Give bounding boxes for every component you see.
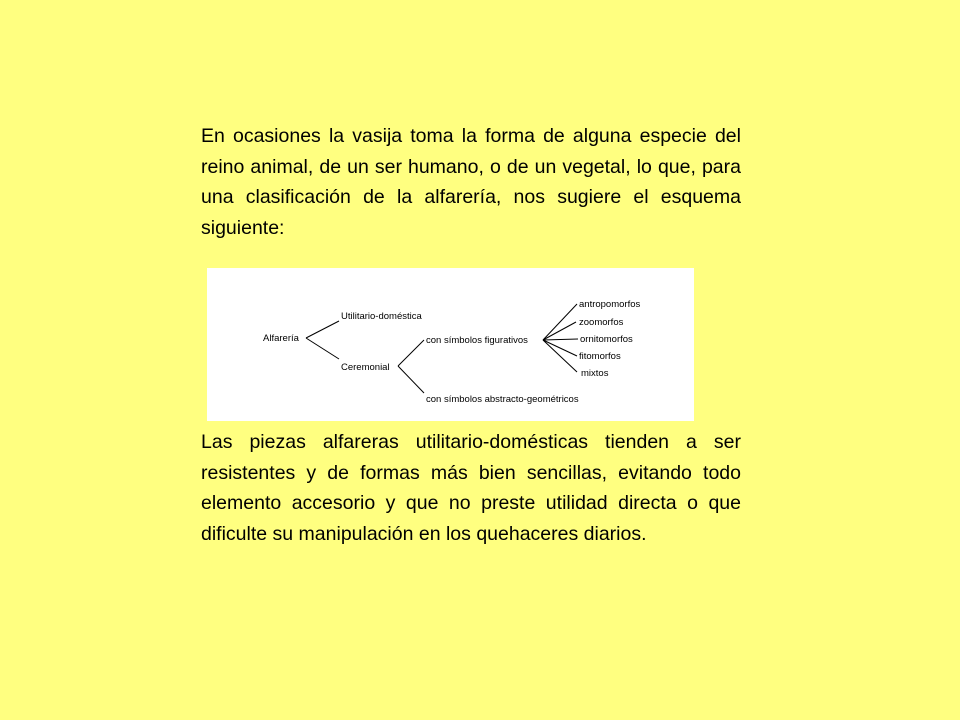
node-fitomorfos: fitomorfos <box>579 351 621 362</box>
utilitarian-paragraph: Las piezas alfareras utilitario-domésticas tienden a ser resistentes y de formas más bien sencillas, evitando todo elemento accesorio y que no preste utilidad directa o que dificulte su manipulación en los quehaceres diarios. <box>201 431 741 545</box>
branch-figurativos-zoomorfos <box>543 322 576 340</box>
node-utilitario: Utilitario-doméstica <box>341 311 422 322</box>
node-ceremonial: Ceremonial <box>341 362 390 373</box>
node-mixtos: mixtos <box>581 368 609 379</box>
branch-root-utilitario <box>306 321 339 338</box>
branch-figurativos-mixtos <box>543 340 577 372</box>
node-zoomorfos: zoomorfos <box>579 317 624 328</box>
branch-figurativos-antropomorfos <box>543 304 577 340</box>
branch-ceremonial-abstractos <box>398 366 424 393</box>
branch-root-ceremonial <box>306 338 339 359</box>
branch-ceremonial-figurativos <box>398 340 424 366</box>
node-antropomorfos: antropomorfos <box>579 299 641 310</box>
node-figurativos: con símbolos figurativos <box>426 335 528 346</box>
node-alfareria: Alfarería <box>263 333 299 344</box>
classification-tree <box>207 268 694 421</box>
branch-figurativos-ornitomorfos <box>543 339 578 340</box>
intro-paragraph: En ocasiones la vasija toma la forma de alguna especie del reino animal, de un ser humano, o de un vegetal, lo que, para una clasificación de la alfarería, nos sugiere el esquema siguiente: <box>201 125 741 239</box>
classification-diagram <box>207 268 694 421</box>
branch-figurativos-fitomorfos <box>543 340 577 356</box>
node-abstractos: con símbolos abstracto-geométricos <box>426 394 579 405</box>
node-ornitomorfos: ornitomorfos <box>580 334 633 345</box>
